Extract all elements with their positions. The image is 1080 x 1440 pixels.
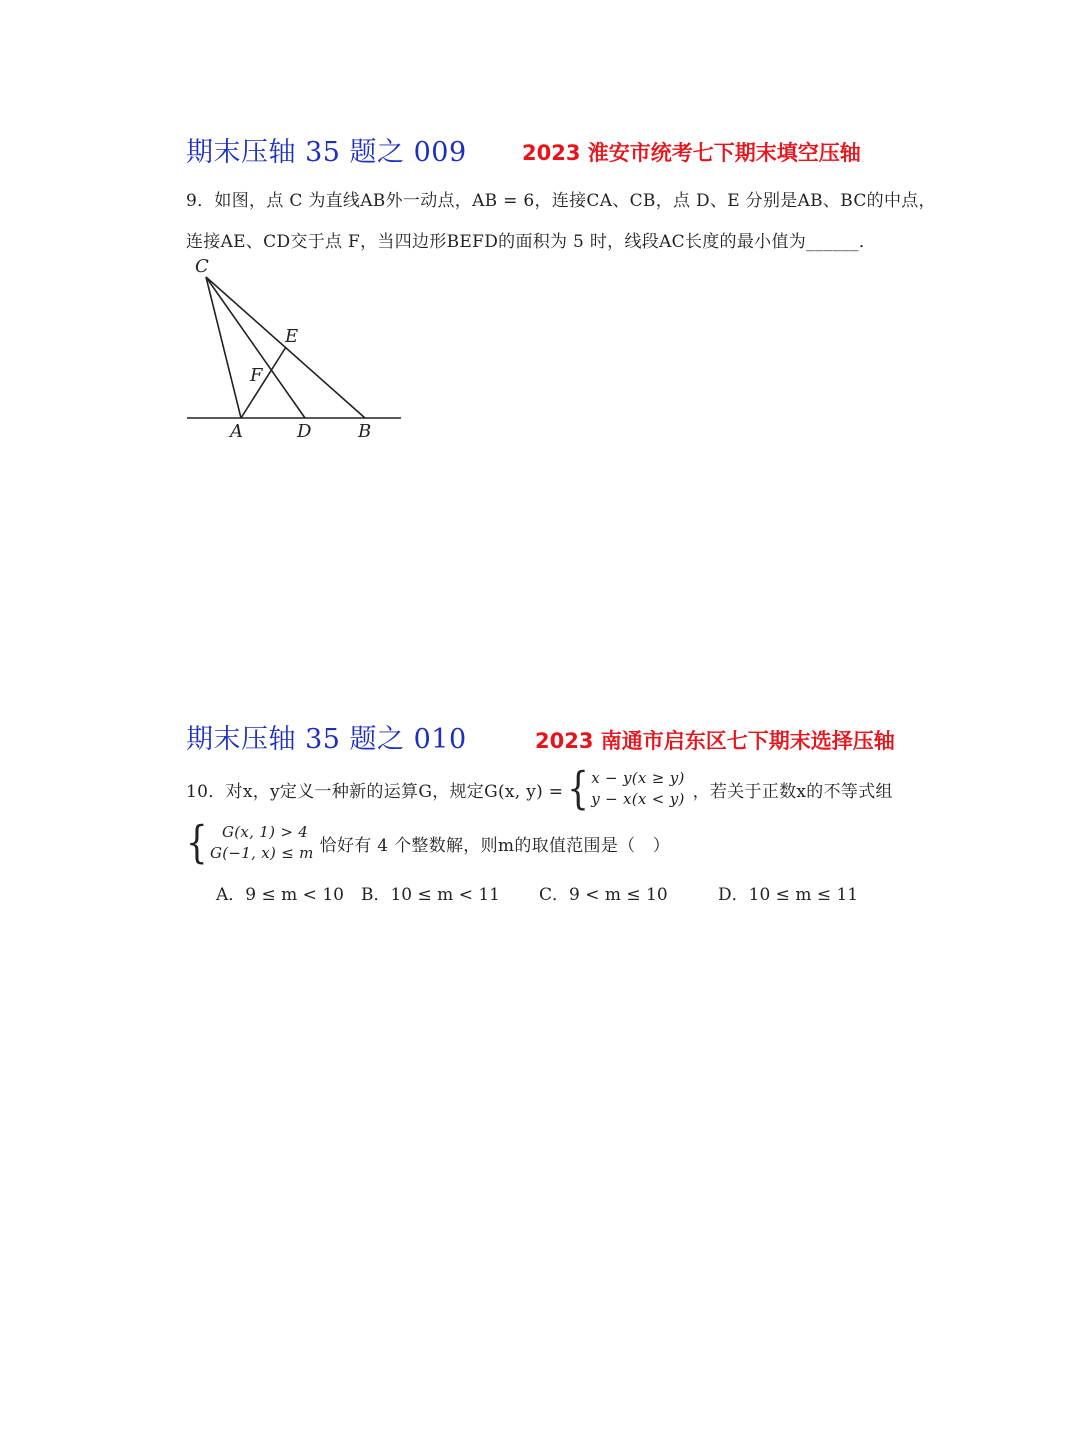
q10-line-1-before: 10．对x，y定义一种新的运算G，规定G(x, y) = — [186, 781, 564, 802]
left-brace: { — [186, 817, 208, 869]
label-e: E — [285, 326, 299, 347]
label-d: D — [297, 421, 312, 442]
inequality-cases — [210, 822, 314, 864]
triangle-diagram — [180, 250, 420, 450]
label-a: A — [230, 421, 243, 442]
q10-source-title: 2023 南通市启东区七下期末选择压轴 — [535, 729, 895, 753]
segment-cd — [206, 277, 305, 418]
q9-question-line-2: 连接AE、CD交于点 F，当四边形BEFD的面积为 5 时，线段AC长度的最小值为______． — [186, 232, 877, 252]
q10-question-line-2 — [186, 817, 671, 869]
option-d[interactable]: D．10 ≤ m ≤ 11 — [718, 885, 859, 905]
label-f: F — [250, 365, 263, 386]
q9-series-title: 期末压轴 35 题之 009 — [186, 137, 467, 168]
q10-line-1-after: ，若关于正数x的不等式组 — [692, 781, 893, 802]
piecewise-case-1: x − y(x ≥ y) — [591, 769, 685, 787]
option-b[interactable]: B．10 ≤ m < 11 — [361, 885, 500, 905]
label-c: C — [195, 256, 209, 277]
segment-ca — [206, 277, 241, 418]
q9-geometry-figure — [180, 250, 420, 454]
label-b: B — [358, 421, 372, 442]
q9-source-title: 2023 淮安市统考七下期末填空压轴 — [522, 141, 861, 165]
q10-piecewise-definition — [567, 763, 685, 815]
q10-series-title: 期末压轴 35 题之 010 — [186, 724, 467, 755]
inequality-1: G(x, 1) > 4 — [221, 823, 309, 841]
q10-inequality-system — [186, 817, 314, 869]
q9-question-line-1: 9．如图，点 C 为直线AB外一动点，AB = 6，连接CA、CB，点 D、E 分别是AB、BC的中点， — [186, 191, 936, 211]
q10-question-line-1 — [186, 763, 893, 815]
q10-line-2-after: 恰好有 4 个整数解，则m的取值范围是（ ） — [319, 835, 671, 856]
left-brace: { — [567, 763, 590, 815]
option-c[interactable]: C．9 < m ≤ 10 — [539, 885, 668, 905]
option-a[interactable]: A．9 ≤ m < 10 — [216, 885, 344, 905]
piecewise-case-2: y − x(x < y) — [591, 790, 685, 808]
piecewise-cases — [591, 768, 684, 810]
inequality-2: G(−1, x) ≤ m — [209, 844, 314, 862]
